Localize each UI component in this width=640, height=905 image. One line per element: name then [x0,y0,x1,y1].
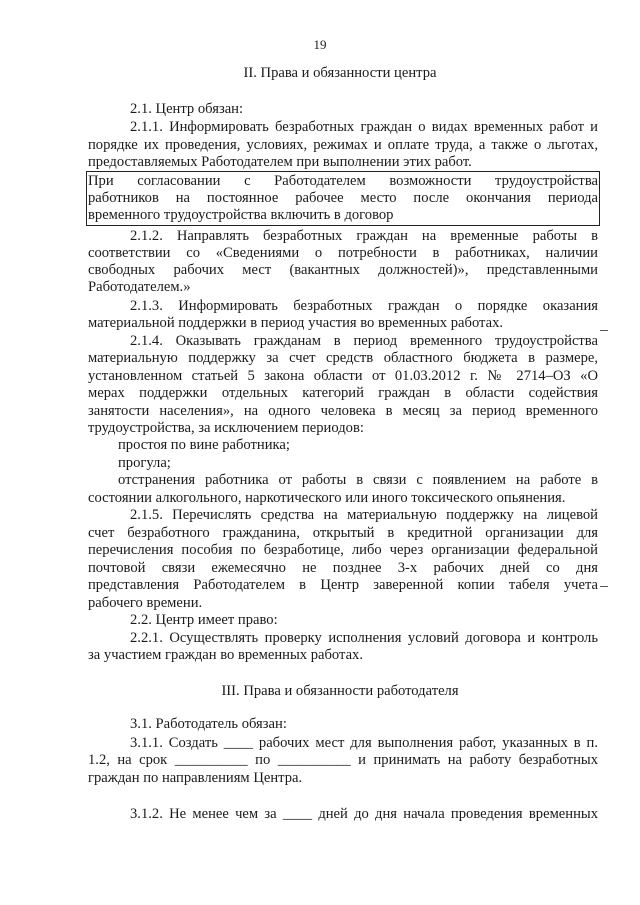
text-line: свободных рабочих мест (вакантных должностей)», представленными [88,262,598,278]
text-line: временного трудоустройства включить в договор [88,207,394,223]
text-line: 2.1.1. Информировать безработных граждан о видах временных работ и [130,119,598,135]
text-line: прогула; [118,455,171,471]
text-line: представления Работодателем в Центр заверенной копии табеля учета [88,577,598,593]
text-line: за участием граждан во временных работах. [88,647,364,663]
text-line: простоя по вине работника; [118,437,290,453]
text-line: 2.1.2. Направлять безработных граждан на временные работы в [130,228,598,244]
text-line: При согласовании с Работодателем возможности трудоустройства [88,173,598,189]
text-line: 2.2. Центр имеет право: [130,612,278,628]
text-line: 3.1.1. Создать ____ рабочих мест для выполнения работ, указанных в п. [130,735,598,751]
text-line: отстранения работника от работы в связи с появлением на работе в [118,472,598,488]
text-line: 2.2.1. Осуществлять проверку исполнения условий договора и контроль [130,630,598,646]
text-line: состоянии алкогольного, наркотического или иного токсического опьянения. [88,490,566,506]
text-line: рабочего времени. [88,595,203,611]
text-line: 3.1.2. Не менее чем за ____ дней до дня начала проведения временных [130,806,598,822]
text-line: предоставляемых Работодателем при выполнении этих работ. [88,154,472,170]
text-line: граждан по направлениям Центра. [88,770,303,786]
text-line: работников на постоянное рабочее место после окончания периода [88,190,598,206]
text-line: счет безработного гражданина, открытый в кредитной организации для [88,525,598,541]
text-line: 2.1.5. Перечислять средства на материальную поддержку на лицевой [130,507,598,523]
text-line: 2.1.4. Оказывать гражданам в период временного трудоустройства [130,333,598,349]
text-line: соответствии со «Сведениями о потребности в работниках, наличии [88,245,598,261]
margin-mark [600,330,608,331]
text-line: 3.1. Работодатель обязан: [130,716,287,732]
text-line: материальную поддержку за счет средств областного бюджета в размере, [88,350,598,366]
text-line: 2.1. Центр обязан: [130,101,244,117]
section-3-title: III. Права и обязанности работодателя [221,683,459,699]
text-line: Работодателем.» [88,279,191,295]
page-number: 19 [313,37,327,52]
margin-mark [600,586,608,587]
text-line: трудоустройства, за исключением периодов: [88,420,364,436]
text-line: занятости населения», на одного человека в месяц за период временного [88,403,598,419]
text-line: 1.2, на срок __________ по __________ и принимать на работу безработных [88,752,598,768]
text-line: установленном статьей 5 закона области от 01.03.2012 г. № 2714–ОЗ «О [88,368,598,384]
text-line: мерах поддержки отдельных категорий граждан в области содействия [88,385,598,401]
text-line: 2.1.3. Информировать безработных граждан о порядке оказания [130,298,598,314]
section-2-title: II. Права и обязанности центра [243,65,437,81]
text-line: почтовой связи ежемесячно не позднее 3-х рабочих дней со дня [88,560,598,576]
text-line: перечисления пособия по безработице, либо через организации федеральной [88,542,598,558]
text-line: материальной поддержки в период участия во временных работах. [88,315,504,331]
text-line: порядке их проведения, условиях, режимах и оплате труда, а также о льготах, [88,137,598,153]
